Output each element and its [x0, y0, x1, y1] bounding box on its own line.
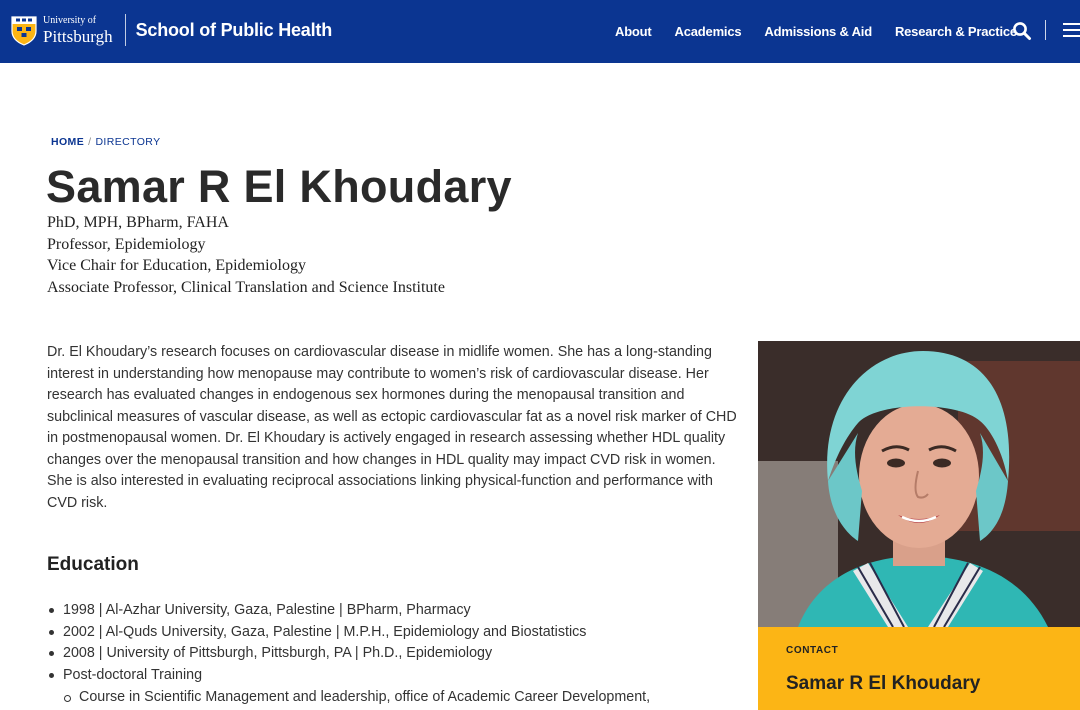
list-item: 1998 | Al-Azhar University, Gaza, Palestine | BPharm, Pharmacy	[47, 600, 747, 622]
nav-admissions-aid[interactable]: Admissions & Aid	[764, 24, 872, 39]
page-title: Samar R El Khoudary	[46, 161, 512, 212]
main-nav	[600, 0, 1040, 63]
nav-divider	[1045, 20, 1046, 40]
education-list	[47, 600, 747, 709]
list-item: Course in Scientific Management and leadership, office of Academic Career Development,	[47, 687, 747, 709]
brand-divider	[125, 14, 126, 46]
nav-academics[interactable]: Academics	[674, 24, 742, 39]
breadcrumb-separator: /	[88, 136, 92, 148]
breadcrumb-directory[interactable]: DIRECTORY	[95, 136, 161, 148]
portrait-illustration	[758, 341, 1080, 627]
list-item: Post-doctoral Training	[47, 665, 747, 687]
education-heading: Education	[47, 554, 139, 575]
profile-titles	[47, 212, 445, 298]
nav-about[interactable]: About	[615, 24, 652, 39]
search-icon[interactable]	[1012, 21, 1032, 41]
profile-title-vice-chair: Vice Chair for Education, Epidemiology	[47, 257, 306, 274]
nav-research-practice[interactable]: Research & Practice	[894, 24, 1017, 39]
profile-degrees: PhD, MPH, BPharm, FAHA	[47, 214, 229, 231]
contact-name: Samar R El Khoudary	[786, 673, 981, 694]
profile-title-professor: Professor, Epidemiology	[47, 235, 206, 253]
hamburger-menu-icon[interactable]	[1063, 23, 1080, 38]
university-line-2: Pittsburgh	[43, 26, 113, 46]
university-line-1: University of	[43, 14, 97, 26]
university-logo[interactable]	[10, 12, 332, 48]
list-item: 2008 | University of Pittsburgh, Pittsburgh, PA | Ph.D., Epidemiology	[47, 643, 747, 665]
profile-photo	[758, 341, 1080, 627]
profile-bio: Dr. El Khoudary’s research focuses on cardiovascular disease in midlife women. She has a long-standing interest in understanding how menopause may contribute to women’s risk of cardiovascular disease. Her research has evaluated changes in endogenous sex hormones during the menopausal transition and subclinical measures of vascular disease, as well as ectopic cardiovascular fat as a novel risk marker of CHD in postmenopausal women. Dr. El Khoudary is actively engaged in research assessing whether HDL quality changes over the menopausal transition and how changes in HDL quality may impact CVD risk in women. She is also interested in evaluating reciprocal associations linking physical-function and performance with CVD risk.	[47, 344, 737, 511]
contact-card	[758, 627, 1080, 710]
school-name[interactable]: School of Public Health	[135, 19, 333, 40]
list-item: 2002 | Al-Quds University, Gaza, Palestine | M.P.H., Epidemiology and Biostatistics	[47, 622, 747, 644]
site-header	[0, 0, 1080, 63]
contact-label: CONTACT	[786, 645, 839, 656]
profile-title-associate: Associate Professor, Clinical Translation and Science Institute	[47, 278, 445, 296]
crest-icon	[10, 14, 38, 46]
breadcrumb-home[interactable]: HOME	[51, 136, 85, 148]
breadcrumb	[51, 136, 161, 148]
